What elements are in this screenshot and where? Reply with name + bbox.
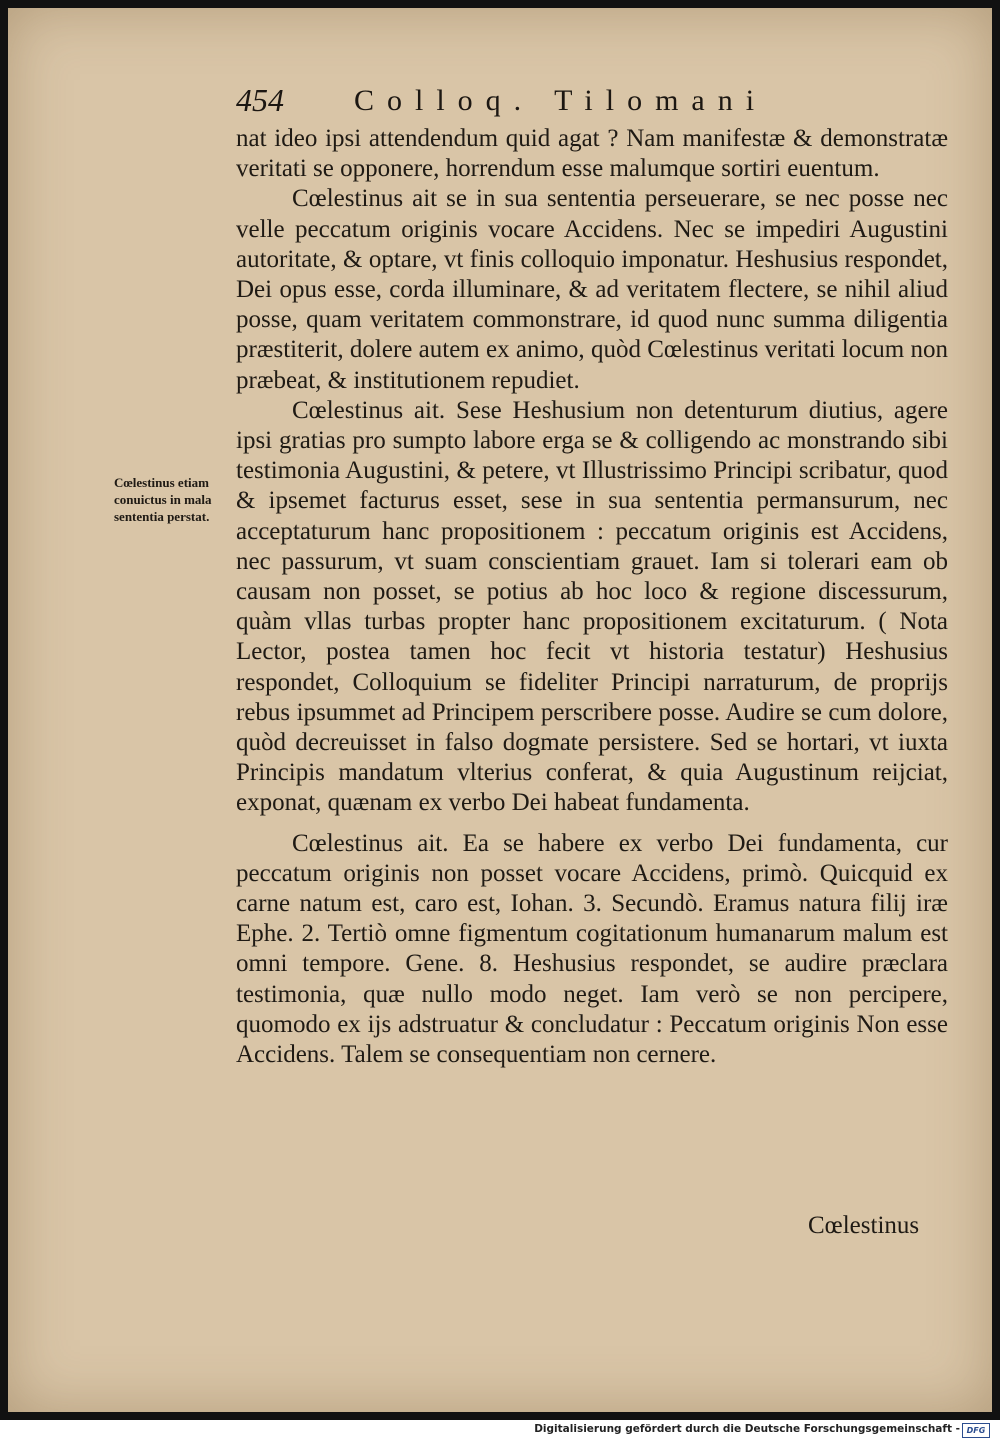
paragraph-3: Cœlestinus ait. Sese Heshusium non detenturum diutius, agere ipsi gratias pro sumpto labore erga se & colligendo ac monstrando sibi testimonia Augustini, & petere, vt Illustrissimo Principi scribatur, quod & ipsemet facturus esset, sese in sua sententia permansurum, nec acceptaturum hanc propositionem : peccatum originis est Accidens, nec passurum, vt suam conscientiam grauet. Iam si tolerari eam ob causam non posset, se potius ab hoc loco & regione discessurum, quàm vllas turbas propter hanc propositionem excitaturum. ( Nota Lector, postea tamen hoc fecit vt historia testatur) Heshusius respondet, Colloquium se fideliter Principi narraturum, de proprijs rebus ipsummet ad Principem perscribere posse. Audire se cum dolore, quòd decreuisset in falso dogmate persistere. Sed se hortari, vt iuxta Principis mandatum vlterius conferat, & quia Augustinum reijciat, exponat, quænam ex verbo Dei habeat fundamenta. [236, 396, 948, 817]
paragraph-2: Cœlestinus ait se in sua sententia perseuerare, se nec posse nec velle peccatum originis vocare Accidens. Nec se impediri Augustini autoritate, & optare, vt finis colloquio imponatur. Heshusius respondet, Dei opus esse, corda illuminare, & ad veritatem flectere, se nihil aliud posse, quam veritatem commonstrare, id quod nunc summa diligentia præstiterit, dolere autem ex animo, quòd Cœlestinus veritati locum non præbeat, & institutionem repudiet. [236, 185, 948, 394]
marginal-note: Cœlestinus etiam conuictus in mala sententia perstat. [114, 475, 212, 524]
funding-credit: Digitalisierung gefördert durch die Deutsche Forschungsgemeinschaft - [534, 1423, 960, 1435]
dfg-logo-icon: DFG [962, 1423, 990, 1438]
page-header [236, 78, 946, 124]
footer-bar [0, 1420, 1000, 1440]
paragraph-1: nat ideo ipsi attendendum quid agat ? Nam manifestæ & demonstratæ veritati se opponere, horrendum esse malumque sortiri euentum. [236, 125, 948, 183]
paragraph-4: Cœlestinus ait. Ea se habere ex verbo Dei fundamenta, cur peccatum originis non posset vocare Accidens, primò. Quicquid ex carne natum est, caro est, Iohan. 3. Secundò. Eramus natura filij iræ Ephe. 2. Tertiò omne figmentum cogitationum humanarum malum est omni tempore. Gene. 8. Heshusius respondet, se audire præclara testimonia, quæ nullo modo neget. Iam verò se non percipere, quomodo ex ijs adstruatur & concludatur : Peccatum originis Non esse Accidens. Talem se consequentiam non cernere. [236, 829, 948, 1069]
running-title: Colloq. Tilomani [354, 84, 768, 117]
book-page [8, 8, 992, 1412]
catchword: Cœlestinus [808, 1212, 920, 1239]
page-number: 454 [236, 82, 284, 118]
body-text [236, 124, 948, 1070]
